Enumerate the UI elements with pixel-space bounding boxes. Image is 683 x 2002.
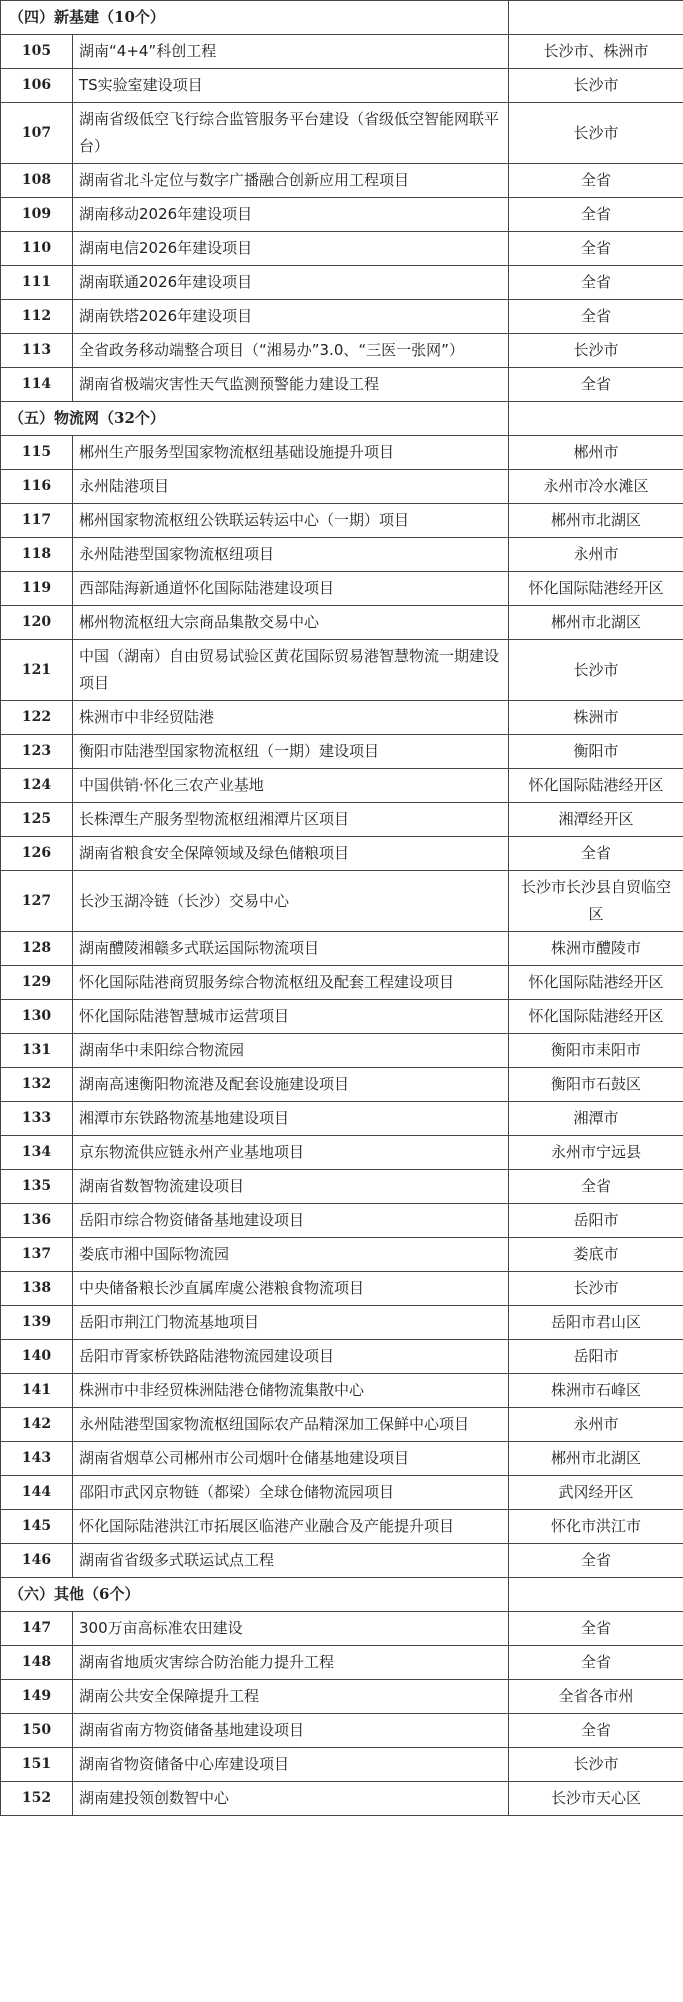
- project-number: 107: [1, 103, 73, 164]
- project-location: 全省: [509, 232, 683, 266]
- project-number: 143: [1, 1442, 73, 1476]
- project-name: 郴州国家物流枢纽公铁联运转运中心（一期）项目: [73, 504, 509, 538]
- project-number: 127: [1, 871, 73, 932]
- project-number: 119: [1, 572, 73, 606]
- project-name: 湖南高速衡阳物流港及配套设施建设项目: [73, 1068, 509, 1102]
- table-row: [1, 436, 683, 470]
- project-number: 131: [1, 1034, 73, 1068]
- project-name: 郴州物流枢纽大宗商品集散交易中心: [73, 606, 509, 640]
- table-row: [1, 640, 683, 701]
- project-location: 永州市宁远县: [509, 1136, 683, 1170]
- project-number: 142: [1, 1408, 73, 1442]
- table-row: [1, 701, 683, 735]
- project-name: 湖南华中耒阳综合物流园: [73, 1034, 509, 1068]
- project-number: 133: [1, 1102, 73, 1136]
- project-location: 全省: [509, 1646, 683, 1680]
- project-number: 121: [1, 640, 73, 701]
- project-number: 111: [1, 266, 73, 300]
- project-location: 永州市: [509, 538, 683, 572]
- project-name: 中国（湖南）自由贸易试验区黄花国际贸易港智慧物流一期建设项目: [73, 640, 509, 701]
- project-number: 115: [1, 436, 73, 470]
- project-name: 邵阳市武冈京物链（都梁）全球仓储物流园项目: [73, 1476, 509, 1510]
- project-name: 长沙玉湖冷链（长沙）交易中心: [73, 871, 509, 932]
- project-name: 湖南省省级多式联运试点工程: [73, 1544, 509, 1578]
- project-location: 长沙市: [509, 640, 683, 701]
- project-location: 全省: [509, 1612, 683, 1646]
- section-title: （四）新基建（10个）: [1, 1, 509, 35]
- project-location: 怀化国际陆港经开区: [509, 966, 683, 1000]
- project-number: 139: [1, 1306, 73, 1340]
- project-name: 娄底市湘中国际物流园: [73, 1238, 509, 1272]
- project-name: 湖南电信2026年建设项目: [73, 232, 509, 266]
- project-name: 永州陆港型国家物流枢纽国际农产品精深加工保鲜中心项目: [73, 1408, 509, 1442]
- project-number: 114: [1, 368, 73, 402]
- table-row: [1, 470, 683, 504]
- table-row: [1, 504, 683, 538]
- project-name: 西部陆海新通道怀化国际陆港建设项目: [73, 572, 509, 606]
- project-location: 怀化国际陆港经开区: [509, 769, 683, 803]
- project-name: 湖南省极端灾害性天气监测预警能力建设工程: [73, 368, 509, 402]
- section-header-empty-cell: [509, 402, 683, 436]
- table-row: [1, 1714, 683, 1748]
- project-location: 怀化国际陆港经开区: [509, 1000, 683, 1034]
- project-name: 湖南公共安全保障提升工程: [73, 1680, 509, 1714]
- table-row: [1, 368, 683, 402]
- project-name: TS实验室建设项目: [73, 69, 509, 103]
- project-number: 120: [1, 606, 73, 640]
- table-row: [1, 164, 683, 198]
- project-name: 湖南省南方物资储备基地建设项目: [73, 1714, 509, 1748]
- table-row: [1, 932, 683, 966]
- project-location: 湘潭经开区: [509, 803, 683, 837]
- project-location: 全省各市州: [509, 1680, 683, 1714]
- project-location: 长沙市、株洲市: [509, 35, 683, 69]
- project-location: 郴州市: [509, 436, 683, 470]
- project-name: 永州陆港项目: [73, 470, 509, 504]
- project-location: 永州市: [509, 1408, 683, 1442]
- project-number: 132: [1, 1068, 73, 1102]
- table-row: [1, 769, 683, 803]
- table-row: [1, 606, 683, 640]
- project-location: 怀化市洪江市: [509, 1510, 683, 1544]
- project-number: 125: [1, 803, 73, 837]
- section-header-row: [1, 1, 683, 35]
- table-row: [1, 1170, 683, 1204]
- project-location: 武冈经开区: [509, 1476, 683, 1510]
- project-number: 150: [1, 1714, 73, 1748]
- project-number: 145: [1, 1510, 73, 1544]
- project-name: 湘潭市东铁路物流基地建设项目: [73, 1102, 509, 1136]
- table-row: [1, 1272, 683, 1306]
- project-location: 郴州市北湖区: [509, 606, 683, 640]
- project-name: 湖南省北斗定位与数字广播融合创新应用工程项目: [73, 164, 509, 198]
- project-location: 长沙市天心区: [509, 1782, 683, 1816]
- project-number: 147: [1, 1612, 73, 1646]
- table-row: [1, 198, 683, 232]
- table-row: [1, 232, 683, 266]
- project-location: 衡阳市耒阳市: [509, 1034, 683, 1068]
- project-name: 湖南省粮食安全保障领域及绿色储粮项目: [73, 837, 509, 871]
- project-location: 全省: [509, 1714, 683, 1748]
- project-name: 中国供销·怀化三农产业基地: [73, 769, 509, 803]
- table-row: [1, 1000, 683, 1034]
- project-name: 岳阳市荆江门物流基地项目: [73, 1306, 509, 1340]
- project-location: 娄底市: [509, 1238, 683, 1272]
- project-name: 湖南省级低空飞行综合监管服务平台建设（省级低空智能网联平台）: [73, 103, 509, 164]
- table-row: [1, 1680, 683, 1714]
- project-location: 长沙市: [509, 334, 683, 368]
- project-name: 中央储备粮长沙直属库虞公港粮食物流项目: [73, 1272, 509, 1306]
- project-location: 全省: [509, 198, 683, 232]
- project-number: 134: [1, 1136, 73, 1170]
- project-location: 株洲市石峰区: [509, 1374, 683, 1408]
- section-header-empty-cell: [509, 1, 683, 35]
- project-number: 112: [1, 300, 73, 334]
- table-row: [1, 1340, 683, 1374]
- project-name: 京东物流供应链永州产业基地项目: [73, 1136, 509, 1170]
- table-row: [1, 735, 683, 769]
- project-location: 全省: [509, 837, 683, 871]
- section-title: （六）其他（6个）: [1, 1578, 509, 1612]
- table-row: [1, 1238, 683, 1272]
- table-row: [1, 1136, 683, 1170]
- table-row: [1, 1646, 683, 1680]
- project-name: 岳阳市胥家桥铁路陆港物流园建设项目: [73, 1340, 509, 1374]
- project-location: 全省: [509, 164, 683, 198]
- table-row: [1, 334, 683, 368]
- project-number: 124: [1, 769, 73, 803]
- project-name: 郴州生产服务型国家物流枢纽基础设施提升项目: [73, 436, 509, 470]
- table-row: [1, 1510, 683, 1544]
- table-row: [1, 1442, 683, 1476]
- project-number: 117: [1, 504, 73, 538]
- table-row: [1, 1612, 683, 1646]
- project-location: 长沙市: [509, 1748, 683, 1782]
- project-name: 湖南“4+4”科创工程: [73, 35, 509, 69]
- project-name: 湖南联通2026年建设项目: [73, 266, 509, 300]
- project-number: 130: [1, 1000, 73, 1034]
- section-header-row: [1, 402, 683, 436]
- project-number: 149: [1, 1680, 73, 1714]
- project-location: 全省: [509, 1544, 683, 1578]
- table-row: [1, 1204, 683, 1238]
- project-number: 128: [1, 932, 73, 966]
- project-name: 湖南铁塔2026年建设项目: [73, 300, 509, 334]
- project-number: 122: [1, 701, 73, 735]
- section-title: （五）物流网（32个）: [1, 402, 509, 436]
- table-row: [1, 35, 683, 69]
- project-name: 湖南省物资储备中心库建设项目: [73, 1748, 509, 1782]
- table-row: [1, 1476, 683, 1510]
- table-row: [1, 1544, 683, 1578]
- section-header-empty-cell: [509, 1578, 683, 1612]
- project-number: 151: [1, 1748, 73, 1782]
- project-location: 郴州市北湖区: [509, 1442, 683, 1476]
- project-location: 永州市冷水滩区: [509, 470, 683, 504]
- project-number: 129: [1, 966, 73, 1000]
- project-name: 怀化国际陆港商贸服务综合物流枢纽及配套工程建设项目: [73, 966, 509, 1000]
- table-row: [1, 1306, 683, 1340]
- project-location: 长沙市长沙县自贸临空区: [509, 871, 683, 932]
- project-location: 全省: [509, 266, 683, 300]
- project-number: 135: [1, 1170, 73, 1204]
- project-table-body: [1, 1, 683, 1816]
- project-name: 300万亩高标准农田建设: [73, 1612, 509, 1646]
- table-row: [1, 69, 683, 103]
- project-number: 144: [1, 1476, 73, 1510]
- project-number: 123: [1, 735, 73, 769]
- project-name: 怀化国际陆港智慧城市运营项目: [73, 1000, 509, 1034]
- table-row: [1, 266, 683, 300]
- project-number: 106: [1, 69, 73, 103]
- project-number: 140: [1, 1340, 73, 1374]
- project-name: 湖南建投领创数智中心: [73, 1782, 509, 1816]
- table-row: [1, 1748, 683, 1782]
- table-row: [1, 572, 683, 606]
- project-name: 湖南省地质灾害综合防治能力提升工程: [73, 1646, 509, 1680]
- table-row: [1, 966, 683, 1000]
- project-number: 138: [1, 1272, 73, 1306]
- project-number: 137: [1, 1238, 73, 1272]
- table-row: [1, 1068, 683, 1102]
- project-number: 126: [1, 837, 73, 871]
- project-location: 怀化国际陆港经开区: [509, 572, 683, 606]
- section-header-row: [1, 1578, 683, 1612]
- table-row: [1, 1408, 683, 1442]
- table-row: [1, 1034, 683, 1068]
- project-name: 株洲市中非经贸陆港: [73, 701, 509, 735]
- project-number: 116: [1, 470, 73, 504]
- project-name: 衡阳市陆港型国家物流枢纽（一期）建设项目: [73, 735, 509, 769]
- project-name: 湖南省数智物流建设项目: [73, 1170, 509, 1204]
- project-number: 148: [1, 1646, 73, 1680]
- project-name: 长株潭生产服务型物流枢纽湘潭片区项目: [73, 803, 509, 837]
- project-name: 全省政务移动端整合项目（“湘易办”3.0、“三医一张网”）: [73, 334, 509, 368]
- project-number: 110: [1, 232, 73, 266]
- project-number: 141: [1, 1374, 73, 1408]
- project-number: 109: [1, 198, 73, 232]
- project-number: 136: [1, 1204, 73, 1238]
- project-location: 长沙市: [509, 1272, 683, 1306]
- project-location: 全省: [509, 1170, 683, 1204]
- project-number: 113: [1, 334, 73, 368]
- table-row: [1, 103, 683, 164]
- table-row: [1, 837, 683, 871]
- project-location: 岳阳市君山区: [509, 1306, 683, 1340]
- project-name: 怀化国际陆港洪江市拓展区临港产业融合及产能提升项目: [73, 1510, 509, 1544]
- project-location: 岳阳市: [509, 1204, 683, 1238]
- project-number: 152: [1, 1782, 73, 1816]
- project-number: 118: [1, 538, 73, 572]
- project-location: 长沙市: [509, 69, 683, 103]
- table-row: [1, 803, 683, 837]
- table-row: [1, 1102, 683, 1136]
- project-location: 湘潭市: [509, 1102, 683, 1136]
- table-row: [1, 538, 683, 572]
- table-row: [1, 1782, 683, 1816]
- project-number: 105: [1, 35, 73, 69]
- project-name: 湖南醴陵湘赣多式联运国际物流项目: [73, 932, 509, 966]
- project-name: 株洲市中非经贸株洲陆港仓储物流集散中心: [73, 1374, 509, 1408]
- project-location: 株洲市: [509, 701, 683, 735]
- project-location: 岳阳市: [509, 1340, 683, 1374]
- project-location: 衡阳市: [509, 735, 683, 769]
- project-name: 湖南移动2026年建设项目: [73, 198, 509, 232]
- project-name: 湖南省烟草公司郴州市公司烟叶仓储基地建设项目: [73, 1442, 509, 1476]
- table-row: [1, 300, 683, 334]
- project-location: 郴州市北湖区: [509, 504, 683, 538]
- project-number: 108: [1, 164, 73, 198]
- project-number: 146: [1, 1544, 73, 1578]
- project-location: 衡阳市石鼓区: [509, 1068, 683, 1102]
- project-location: 全省: [509, 300, 683, 334]
- project-name: 永州陆港型国家物流枢纽项目: [73, 538, 509, 572]
- table-row: [1, 1374, 683, 1408]
- table-row: [1, 871, 683, 932]
- project-location: 长沙市: [509, 103, 683, 164]
- project-location: 全省: [509, 368, 683, 402]
- project-location: 株洲市醴陵市: [509, 932, 683, 966]
- project-name: 岳阳市综合物资储备基地建设项目: [73, 1204, 509, 1238]
